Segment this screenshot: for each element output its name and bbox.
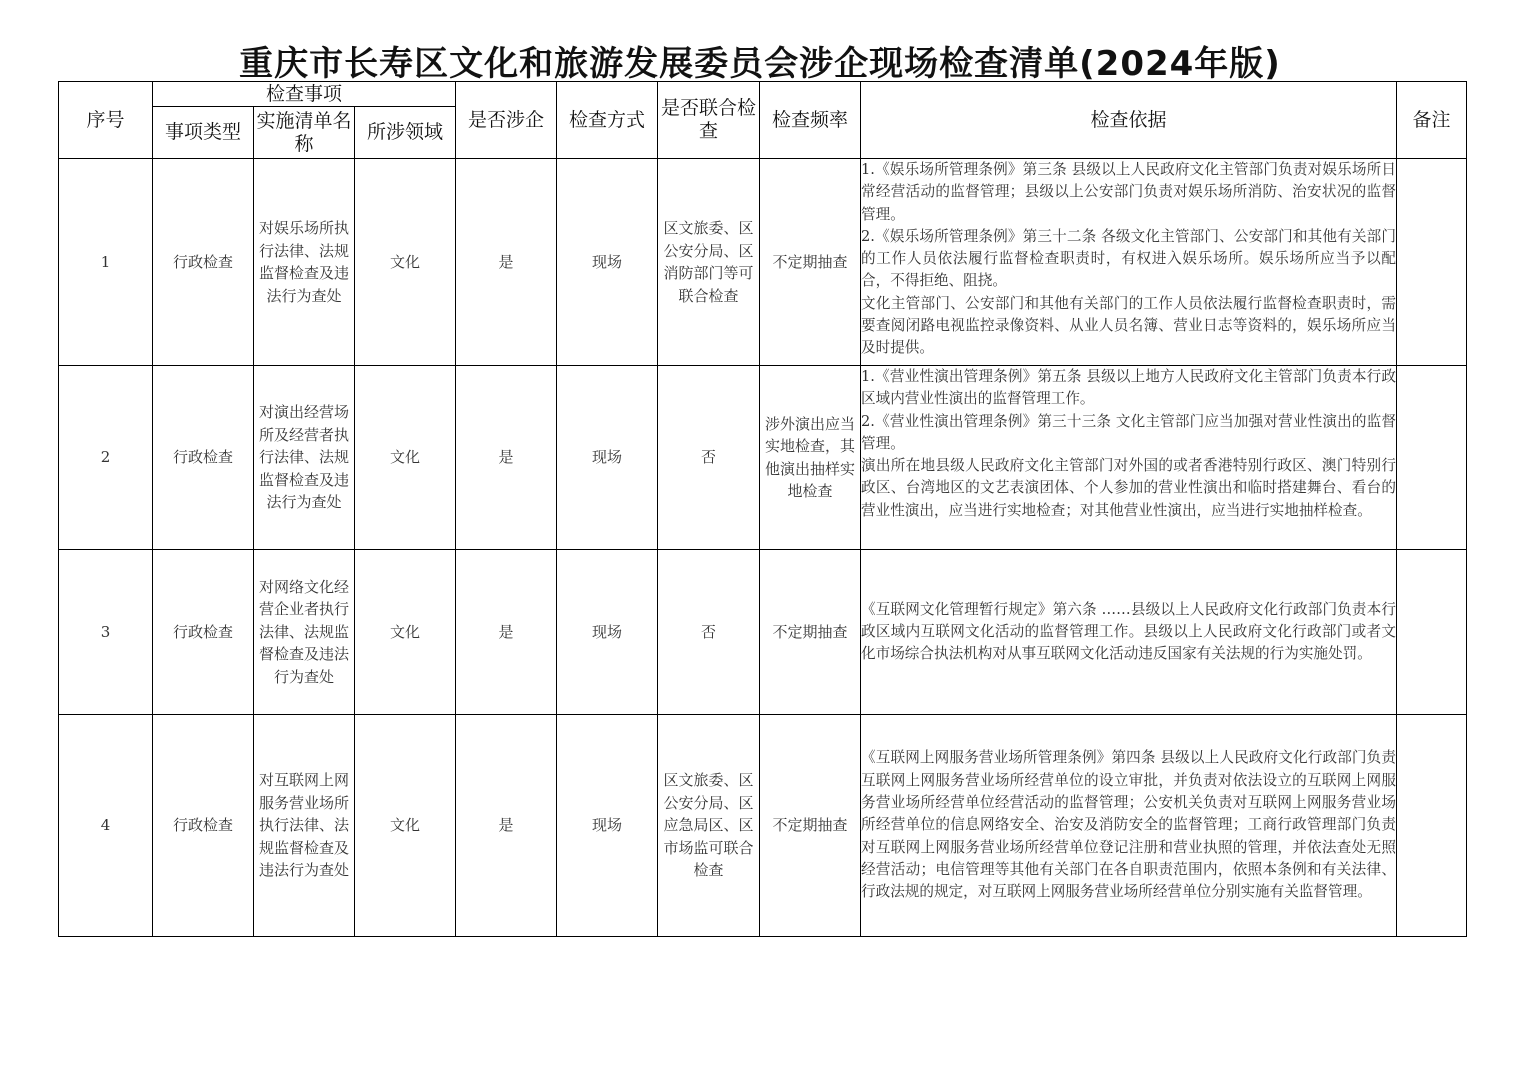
basis-paragraph: 1.《娱乐场所管理条例》第三条 县级以上人民政府文化主管部门负责对娱乐场所日常经营活动的监督管理；县级以上公安部门负责对娱乐场所消防、治安状况的监督管理。	[861, 161, 1396, 223]
row-frequency: 不定期抽查	[760, 159, 861, 366]
row-item-type: 行政检查	[153, 366, 254, 550]
table-row	[59, 366, 1467, 550]
row-method: 现场	[557, 366, 658, 550]
header-seq: 序号	[59, 82, 153, 159]
row-joint: 区文旅委、区公安分局、区应急局区、区市场监可联合检查	[658, 715, 760, 937]
header-list-name: 实施清单名称	[254, 107, 355, 159]
row-involves-enterprise: 是	[456, 550, 557, 715]
header-basis: 检查依据	[861, 82, 1397, 159]
row-field: 文化	[355, 550, 456, 715]
row-list-name: 对演出经营场所及经营者执行法律、法规监督检查及违法行为查处	[254, 366, 355, 550]
row-basis	[861, 715, 1397, 937]
row-item-type: 行政检查	[153, 550, 254, 715]
row-method: 现场	[557, 550, 658, 715]
row-remarks	[1397, 550, 1467, 715]
header-involves-enterprise: 是否涉企	[456, 82, 557, 159]
table-row	[59, 159, 1467, 366]
header-method: 检查方式	[557, 82, 658, 159]
row-field: 文化	[355, 715, 456, 937]
row-seq: 1	[59, 159, 153, 366]
row-item-type: 行政检查	[153, 159, 254, 366]
header-remarks: 备注	[1397, 82, 1467, 159]
row-field: 文化	[355, 366, 456, 550]
basis-paragraph: 2.《营业性演出管理条例》第三十三条 文化主管部门应当加强对营业性演出的监督管理。	[861, 412, 1396, 452]
row-involves-enterprise: 是	[456, 159, 557, 366]
row-method: 现场	[557, 715, 658, 937]
header-joint-inspection: 是否联合检查	[658, 82, 760, 159]
row-frequency: 涉外演出应当实地检查，其他演出抽样实地检查	[760, 366, 861, 550]
row-joint: 否	[658, 366, 760, 550]
row-involves-enterprise: 是	[456, 715, 557, 937]
header-item-type: 事项类型	[153, 107, 254, 159]
basis-paragraph: 2.《娱乐场所管理条例》第三十二条 各级文化主管部门、公安部门和其他有关部门的工作人员依法履行监督检查职责时，有权进入娱乐场所。娱乐场所应当予以配合，不得拒绝、阻挠。	[861, 227, 1396, 290]
basis-paragraph: 演出所在地县级人民政府文化主管部门对外国的或者香港特别行政区、澳门特别行政区、台湾地区的文艺表演团体、个人参加的营业性演出和临时搭建舞台、看台的营业性演出，应当进行实地检查；对其他营业性演出，应当进行实地抽样检查。	[861, 457, 1396, 519]
basis-paragraph: 《互联网文化管理暂行规定》第六条 ……县级以上人民政府文化行政部门负责本行政区域内互联网文化活动的监督管理工作。县级以上人民政府文化行政部门或者文化市场综合执法机构对从事互联网文化活动违反国家有关法规的行为实施处罚。	[861, 600, 1396, 663]
row-involves-enterprise: 是	[456, 366, 557, 550]
row-joint: 区文旅委、区公安分局、区消防部门等可联合检查	[658, 159, 760, 366]
header-frequency: 检查频率	[760, 82, 861, 159]
row-list-name: 对娱乐场所执行法律、法规监督检查及违法行为查处	[254, 159, 355, 366]
page-title: 重庆市长寿区文化和旅游发展委员会涉企现场检查清单(2024年版)	[239, 44, 1281, 84]
row-remarks	[1397, 366, 1467, 550]
row-method: 现场	[557, 159, 658, 366]
row-list-name: 对互联网上网服务营业场所执行法律、法规监督检查及违法行为查处	[254, 715, 355, 937]
table-row	[59, 715, 1467, 937]
row-basis	[861, 366, 1397, 550]
row-remarks	[1397, 159, 1467, 366]
row-seq: 3	[59, 550, 153, 715]
row-frequency: 不定期抽查	[760, 715, 861, 937]
row-item-type: 行政检查	[153, 715, 254, 937]
basis-paragraph: 文化主管部门、公安部门和其他有关部门的工作人员依法履行监督检查职责时，需要查阅闭路电视监控录像资料、从业人员名簿、营业日志等资料的，娱乐场所应当及时提供。	[861, 294, 1396, 357]
row-frequency: 不定期抽查	[760, 550, 861, 715]
row-remarks	[1397, 715, 1467, 937]
header-field: 所涉领域	[355, 107, 456, 159]
row-seq: 4	[59, 715, 153, 937]
row-list-name: 对网络文化经营企业者执行法律、法规监督检查及违法行为查处	[254, 550, 355, 715]
header-inspection-items: 检查事项	[153, 82, 456, 107]
row-basis	[861, 159, 1397, 366]
table-row	[59, 550, 1467, 715]
row-field: 文化	[355, 159, 456, 366]
inspection-table	[58, 81, 1467, 937]
basis-paragraph: 《互联网上网服务营业场所管理条例》第四条 县级以上人民政府文化行政部门负责互联网上网服务营业场所经营单位的设立审批，并负责对依法设立的互联网上网服务营业场所经营单位经营活动的监督管理；公安机关负责对互联网上网服务营业场所经营单位的信息网络安全、治安及消防安全的监督管理；工商行政管理部门负责对互联网上网服务营业场所经营单位登记注册和营业执照的管理，并依法查处无照经营活动；电信管理等其他有关部门在各自职责范围内，依照本条例和有关法律、行政法规的规定，对互联网上网服务营业场所经营单位分别实施有关监督管理。	[861, 749, 1396, 901]
row-joint: 否	[658, 550, 760, 715]
row-basis	[861, 550, 1397, 715]
row-seq: 2	[59, 366, 153, 550]
basis-paragraph: 1.《营业性演出管理条例》第五条 县级以上地方人民政府文化主管部门负责本行政区域内营业性演出的监督管理工作。	[861, 368, 1396, 408]
